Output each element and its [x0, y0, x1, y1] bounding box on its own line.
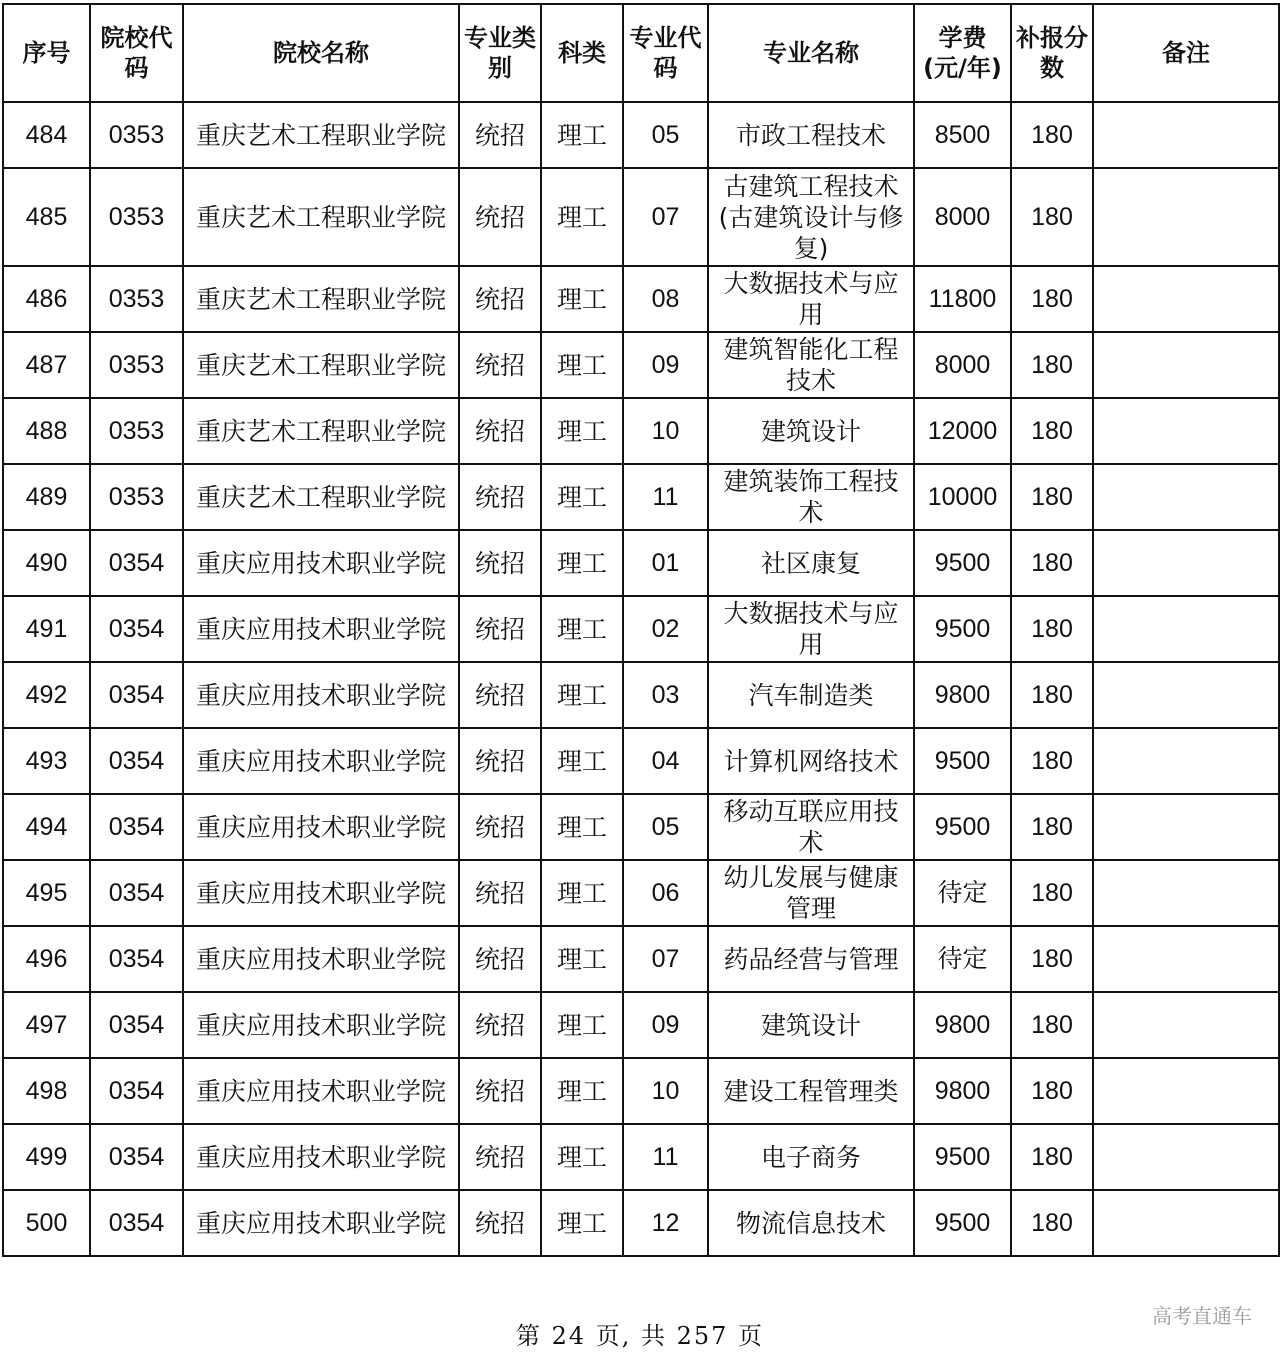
cell-school-name: 重庆应用技术职业学院	[183, 794, 459, 860]
cell-school-code: 0354	[90, 530, 183, 596]
cell-score: 180	[1011, 596, 1093, 662]
table-row	[3, 794, 1279, 860]
cell-school-code: 0354	[90, 596, 183, 662]
cell-subject: 理工	[541, 168, 623, 266]
cell-score: 180	[1011, 530, 1093, 596]
table-row	[3, 860, 1279, 926]
cell-school-code: 0353	[90, 102, 183, 168]
cell-remark	[1093, 794, 1279, 860]
cell-remark	[1093, 728, 1279, 794]
cell-subject: 理工	[541, 596, 623, 662]
header-school-name: 院校名称	[183, 4, 459, 102]
cell-remark	[1093, 992, 1279, 1058]
cell-major-name: 建筑设计	[708, 992, 914, 1058]
cell-subject: 理工	[541, 662, 623, 728]
cell-subject: 理工	[541, 992, 623, 1058]
cell-tuition: 9500	[914, 596, 1011, 662]
cell-school-code: 0353	[90, 332, 183, 398]
cell-major-name: 计算机网络技术	[708, 728, 914, 794]
header-major-code: 专业代码	[623, 4, 708, 102]
cell-major-name: 建筑智能化工程技术	[708, 332, 914, 398]
header-seq: 序号	[3, 4, 90, 102]
cell-remark	[1093, 860, 1279, 926]
cell-school-name: 重庆艺术工程职业学院	[183, 266, 459, 332]
cell-major-type: 统招	[459, 1190, 541, 1256]
cell-school-code: 0354	[90, 992, 183, 1058]
cell-subject: 理工	[541, 728, 623, 794]
table-row	[3, 266, 1279, 332]
cell-school-code: 0353	[90, 168, 183, 266]
cell-tuition: 10000	[914, 464, 1011, 530]
cell-major-code: 12	[623, 1190, 708, 1256]
cell-tuition: 待定	[914, 860, 1011, 926]
cell-school-name: 重庆应用技术职业学院	[183, 728, 459, 794]
cell-school-name: 重庆应用技术职业学院	[183, 1058, 459, 1124]
cell-school-name: 重庆艺术工程职业学院	[183, 464, 459, 530]
table-row	[3, 332, 1279, 398]
cell-score: 180	[1011, 728, 1093, 794]
table-row	[3, 168, 1279, 266]
cell-major-type: 统招	[459, 102, 541, 168]
cell-major-name: 物流信息技术	[708, 1190, 914, 1256]
cell-major-name: 古建筑工程技术(古建筑设计与修复)	[708, 168, 914, 266]
header-subject: 科类	[541, 4, 623, 102]
cell-subject: 理工	[541, 926, 623, 992]
cell-major-type: 统招	[459, 1124, 541, 1190]
cell-school-name: 重庆应用技术职业学院	[183, 662, 459, 728]
cell-major-type: 统招	[459, 596, 541, 662]
cell-score: 180	[1011, 332, 1093, 398]
cell-school-name: 重庆艺术工程职业学院	[183, 398, 459, 464]
cell-school-name: 重庆应用技术职业学院	[183, 992, 459, 1058]
cell-major-code: 03	[623, 662, 708, 728]
header-remark: 备注	[1093, 4, 1279, 102]
cell-major-name: 汽车制造类	[708, 662, 914, 728]
cell-seq: 495	[3, 860, 90, 926]
header-school-code: 院校代码	[90, 4, 183, 102]
cell-school-name: 重庆应用技术职业学院	[183, 1124, 459, 1190]
cell-school-name: 重庆应用技术职业学院	[183, 926, 459, 992]
cell-major-name: 大数据技术与应用	[708, 266, 914, 332]
cell-score: 180	[1011, 102, 1093, 168]
cell-score: 180	[1011, 926, 1093, 992]
table-row	[3, 662, 1279, 728]
cell-seq: 500	[3, 1190, 90, 1256]
table-header-row	[3, 4, 1279, 102]
cell-seq: 498	[3, 1058, 90, 1124]
cell-subject: 理工	[541, 860, 623, 926]
table-row	[3, 464, 1279, 530]
watermark: 高考直通车	[1152, 1304, 1252, 1328]
cell-remark	[1093, 102, 1279, 168]
cell-school-code: 0354	[90, 860, 183, 926]
cell-major-type: 统招	[459, 1058, 541, 1124]
cell-seq: 490	[3, 530, 90, 596]
cell-seq: 489	[3, 464, 90, 530]
cell-major-code: 09	[623, 992, 708, 1058]
cell-remark	[1093, 926, 1279, 992]
cell-major-type: 统招	[459, 530, 541, 596]
cell-major-type: 统招	[459, 266, 541, 332]
cell-subject: 理工	[541, 398, 623, 464]
cell-major-name: 大数据技术与应用	[708, 596, 914, 662]
cell-major-name: 社区康复	[708, 530, 914, 596]
cell-score: 180	[1011, 860, 1093, 926]
cell-major-type: 统招	[459, 794, 541, 860]
cell-school-code: 0354	[90, 728, 183, 794]
table-row	[3, 1124, 1279, 1190]
cell-major-type: 统招	[459, 662, 541, 728]
header-tuition: 学费(元/年)	[914, 4, 1011, 102]
cell-major-code: 11	[623, 1124, 708, 1190]
cell-school-code: 0353	[90, 464, 183, 530]
cell-score: 180	[1011, 662, 1093, 728]
cell-major-type: 统招	[459, 728, 541, 794]
cell-school-name: 重庆艺术工程职业学院	[183, 332, 459, 398]
cell-major-type: 统招	[459, 992, 541, 1058]
cell-seq: 499	[3, 1124, 90, 1190]
cell-remark	[1093, 266, 1279, 332]
cell-school-code: 0354	[90, 926, 183, 992]
cell-subject: 理工	[541, 102, 623, 168]
cell-major-name: 移动互联应用技术	[708, 794, 914, 860]
cell-seq: 486	[3, 266, 90, 332]
cell-major-code: 04	[623, 728, 708, 794]
cell-seq: 493	[3, 728, 90, 794]
cell-major-code: 09	[623, 332, 708, 398]
table-row	[3, 1190, 1279, 1256]
cell-school-name: 重庆应用技术职业学院	[183, 530, 459, 596]
cell-subject: 理工	[541, 530, 623, 596]
cell-tuition: 9800	[914, 992, 1011, 1058]
cell-tuition: 9500	[914, 1190, 1011, 1256]
table-row	[3, 102, 1279, 168]
cell-remark	[1093, 168, 1279, 266]
cell-remark	[1093, 332, 1279, 398]
cell-remark	[1093, 1058, 1279, 1124]
cell-major-name: 建设工程管理类	[708, 1058, 914, 1124]
cell-seq: 491	[3, 596, 90, 662]
cell-seq: 492	[3, 662, 90, 728]
cell-score: 180	[1011, 1190, 1093, 1256]
cell-major-code: 10	[623, 1058, 708, 1124]
cell-seq: 497	[3, 992, 90, 1058]
cell-major-code: 05	[623, 794, 708, 860]
cell-remark	[1093, 398, 1279, 464]
cell-tuition: 9500	[914, 728, 1011, 794]
cell-remark	[1093, 1190, 1279, 1256]
cell-school-code: 0353	[90, 266, 183, 332]
cell-score: 180	[1011, 398, 1093, 464]
header-major-name: 专业名称	[708, 4, 914, 102]
cell-tuition: 8000	[914, 332, 1011, 398]
cell-school-code: 0354	[90, 794, 183, 860]
cell-major-name: 药品经营与管理	[708, 926, 914, 992]
cell-major-code: 08	[623, 266, 708, 332]
table-row	[3, 926, 1279, 992]
table-row	[3, 1058, 1279, 1124]
cell-tuition: 9500	[914, 530, 1011, 596]
cell-major-type: 统招	[459, 464, 541, 530]
cell-major-type: 统招	[459, 926, 541, 992]
cell-score: 180	[1011, 464, 1093, 530]
table-row	[3, 596, 1279, 662]
cell-major-code: 06	[623, 860, 708, 926]
cell-seq: 487	[3, 332, 90, 398]
cell-remark	[1093, 1124, 1279, 1190]
cell-tuition: 8500	[914, 102, 1011, 168]
cell-subject: 理工	[541, 1058, 623, 1124]
cell-remark	[1093, 662, 1279, 728]
cell-score: 180	[1011, 794, 1093, 860]
cell-tuition: 11800	[914, 266, 1011, 332]
cell-school-name: 重庆应用技术职业学院	[183, 860, 459, 926]
cell-major-code: 01	[623, 530, 708, 596]
cell-tuition: 9800	[914, 1058, 1011, 1124]
header-score: 补报分数	[1011, 4, 1093, 102]
page-footer: 第 24 页, 共 257 页	[515, 1322, 765, 1350]
cell-subject: 理工	[541, 794, 623, 860]
cell-seq: 484	[3, 102, 90, 168]
cell-tuition: 8000	[914, 168, 1011, 266]
table-row	[3, 728, 1279, 794]
header-major-type: 专业类别	[459, 4, 541, 102]
table-row	[3, 530, 1279, 596]
cell-major-name: 建筑设计	[708, 398, 914, 464]
cell-score: 180	[1011, 1058, 1093, 1124]
cell-school-code: 0353	[90, 398, 183, 464]
cell-major-type: 统招	[459, 332, 541, 398]
cell-seq: 496	[3, 926, 90, 992]
cell-school-code: 0354	[90, 1190, 183, 1256]
cell-school-name: 重庆应用技术职业学院	[183, 596, 459, 662]
cell-major-type: 统招	[459, 168, 541, 266]
cell-major-type: 统招	[459, 860, 541, 926]
cell-subject: 理工	[541, 464, 623, 530]
cell-major-code: 05	[623, 102, 708, 168]
cell-score: 180	[1011, 1124, 1093, 1190]
cell-remark	[1093, 596, 1279, 662]
cell-major-code: 07	[623, 926, 708, 992]
cell-subject: 理工	[541, 266, 623, 332]
cell-major-code: 07	[623, 168, 708, 266]
cell-major-name: 幼儿发展与健康管理	[708, 860, 914, 926]
cell-major-name: 市政工程技术	[708, 102, 914, 168]
cell-school-code: 0354	[90, 1124, 183, 1190]
cell-remark	[1093, 530, 1279, 596]
cell-tuition: 待定	[914, 926, 1011, 992]
cell-school-code: 0354	[90, 1058, 183, 1124]
cell-major-code: 11	[623, 464, 708, 530]
cell-major-code: 02	[623, 596, 708, 662]
cell-tuition: 9500	[914, 794, 1011, 860]
cell-seq: 494	[3, 794, 90, 860]
cell-major-code: 10	[623, 398, 708, 464]
cell-major-name: 电子商务	[708, 1124, 914, 1190]
cell-school-name: 重庆艺术工程职业学院	[183, 168, 459, 266]
cell-school-name: 重庆艺术工程职业学院	[183, 102, 459, 168]
cell-tuition: 9800	[914, 662, 1011, 728]
cell-score: 180	[1011, 168, 1093, 266]
table-row	[3, 992, 1279, 1058]
cell-remark	[1093, 464, 1279, 530]
cell-subject: 理工	[541, 332, 623, 398]
cell-subject: 理工	[541, 1190, 623, 1256]
cell-score: 180	[1011, 992, 1093, 1058]
cell-major-name: 建筑装饰工程技术	[708, 464, 914, 530]
cell-score: 180	[1011, 266, 1093, 332]
cell-seq: 488	[3, 398, 90, 464]
admissions-table	[2, 3, 1280, 1257]
cell-tuition: 9500	[914, 1124, 1011, 1190]
cell-tuition: 12000	[914, 398, 1011, 464]
cell-school-code: 0354	[90, 662, 183, 728]
table-row	[3, 398, 1279, 464]
table-body	[3, 102, 1279, 1256]
cell-subject: 理工	[541, 1124, 623, 1190]
cell-major-type: 统招	[459, 398, 541, 464]
cell-school-name: 重庆应用技术职业学院	[183, 1190, 459, 1256]
cell-seq: 485	[3, 168, 90, 266]
